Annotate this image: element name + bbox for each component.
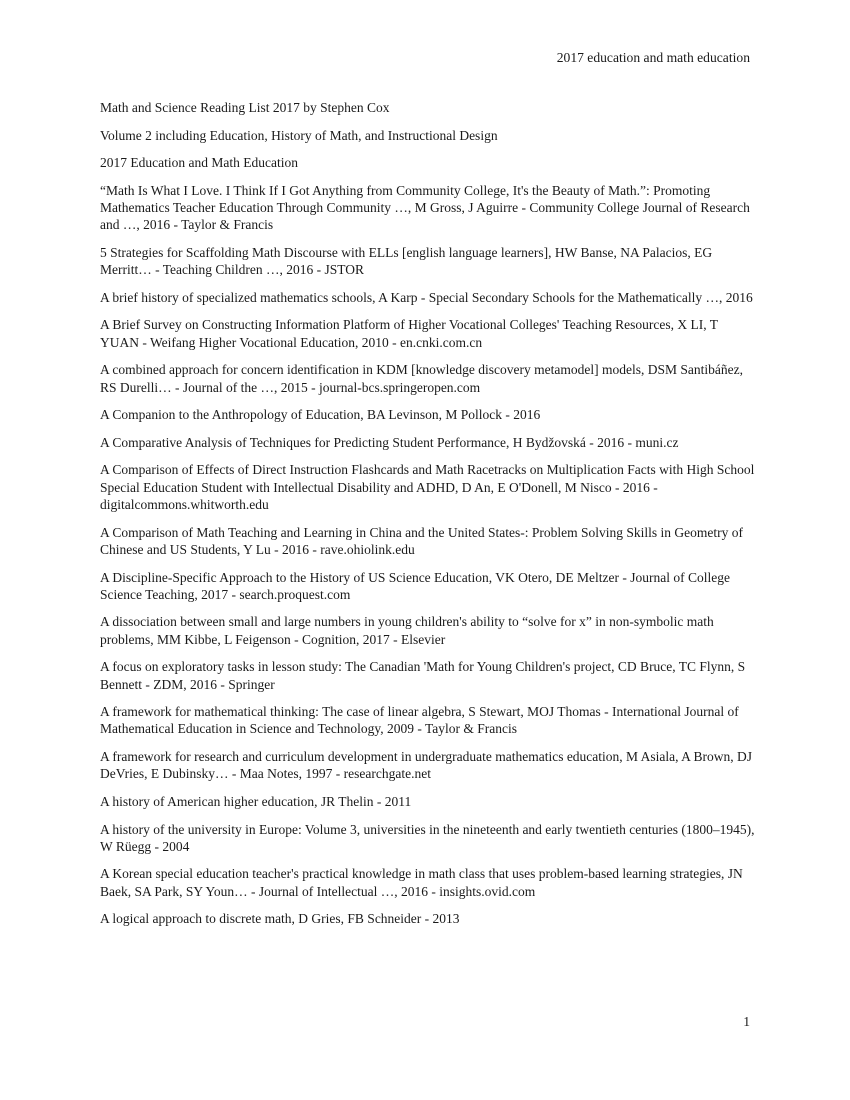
document-subtitle: Volume 2 including Education, History of Math, and Instructional Design [100, 127, 498, 143]
reference-entry: A framework for mathematical thinking: The case of linear algebra, S Stewart, MOJ Thomas - International Journal of Mathematical Education in Science and Technology, 2009 - Taylor & Francis [100, 704, 739, 737]
reference-entry: A combined approach for concern identification in KDM [knowledge discovery metamodel] models, DSM Santibáñez, RS Durelli… - Journal of the …, 2015 - journal-bcs.springeropen.com [100, 362, 743, 395]
page-number: 1 [743, 1014, 750, 1029]
reference-entry: A focus on exploratory tasks in lesson study: The Canadian 'Math for Young Children's project, CD Bruce, TC Flynn, S Bennett - ZDM, 2016 - Springer [100, 659, 746, 692]
document-title: Math and Science Reading List 2017 by Stephen Cox [100, 100, 390, 115]
reference-entry: A framework for research and curriculum development in undergraduate mathematics education, M Asiala, A Brown, DJ DeVries, E Dubinsky… - Maa Notes, 1997 - researchgate.net [100, 749, 753, 782]
document-body [100, 99, 755, 938]
reference-entry: A Korean special education teacher's practical knowledge in math class that uses problem-based learning strategies, JN Baek, SA Park, SY Youn… - Journal of Intellectual …, 2016 - insights.ovid.com [100, 866, 743, 899]
reference-entry: A logical approach to discrete math, D Gries, FB Schneider - 2013 [100, 911, 460, 927]
reference-entry: “Math Is What I Love. I Think If I Got Anything from Community College, It's the Beauty of Math.”: Promoting Mathematics Teacher Education Through Community …, M Gross, J Aguirre - Community College Journal of Research and …, 2016 - Taylor & Francis [100, 182, 750, 233]
reference-entry: A Comparison of Effects of Direct Instruction Flashcards and Math Racetracks on Multiplication Facts with High School Special Education Student with Intellectual Disability and ADHD, D An, E O'Donell, M Nisco - 2016 - digitalcommons.whitworth.edu [100, 462, 755, 513]
reference-entry: A brief history of specialized mathematics schools, A Karp - Special Secondary Schools for the Mathematically …, 2016 [100, 289, 753, 305]
section-heading: 2017 Education and Math Education [100, 155, 298, 171]
reference-entry: A Discipline-Specific Approach to the History of US Science Education, VK Otero, DE Meltzer - Journal of College Science Teaching, 2017 - search.proquest.com [100, 569, 730, 602]
reference-entry: A history of the university in Europe: Volume 3, universities in the nineteenth and early twentieth centuries (1800–1945), W Rüegg - 2004 [100, 821, 755, 854]
reference-entry: A Brief Survey on Constructing Information Platform of Higher Vocational Colleges' Teaching Resources, X LI, T YUAN - Weifang Higher Vocational Education, 2010 - en.cnki.com.cn [100, 317, 718, 350]
running-header: 2017 education and math education [556, 50, 750, 65]
reference-entry: A Comparative Analysis of Techniques for Predicting Student Performance, H Bydžovská - 2016 - muni.cz [100, 434, 679, 450]
reference-entry: A Comparison of Math Teaching and Learning in China and the United States-: Problem Solving Skills in Geometry of Chinese and US Students, Y Lu - 2016 - rave.ohiolink.edu [100, 524, 743, 557]
reference-entry: A Companion to the Anthropology of Education, BA Levinson, M Pollock - 2016 [100, 407, 541, 423]
reference-entry: A history of American higher education, JR Thelin - 2011 [100, 793, 412, 809]
reference-entry: A dissociation between small and large numbers in young children's ability to “solve for x” in non-symbolic math problems, MM Kibbe, L Feigenson - Cognition, 2017 - Elsevier [100, 614, 714, 647]
reference-entry: 5 Strategies for Scaffolding Math Discourse with ELLs [english language learners], HW Banse, NA Palacios, EG Merritt… - Teaching Children …, 2016 - JSTOR [100, 244, 713, 278]
